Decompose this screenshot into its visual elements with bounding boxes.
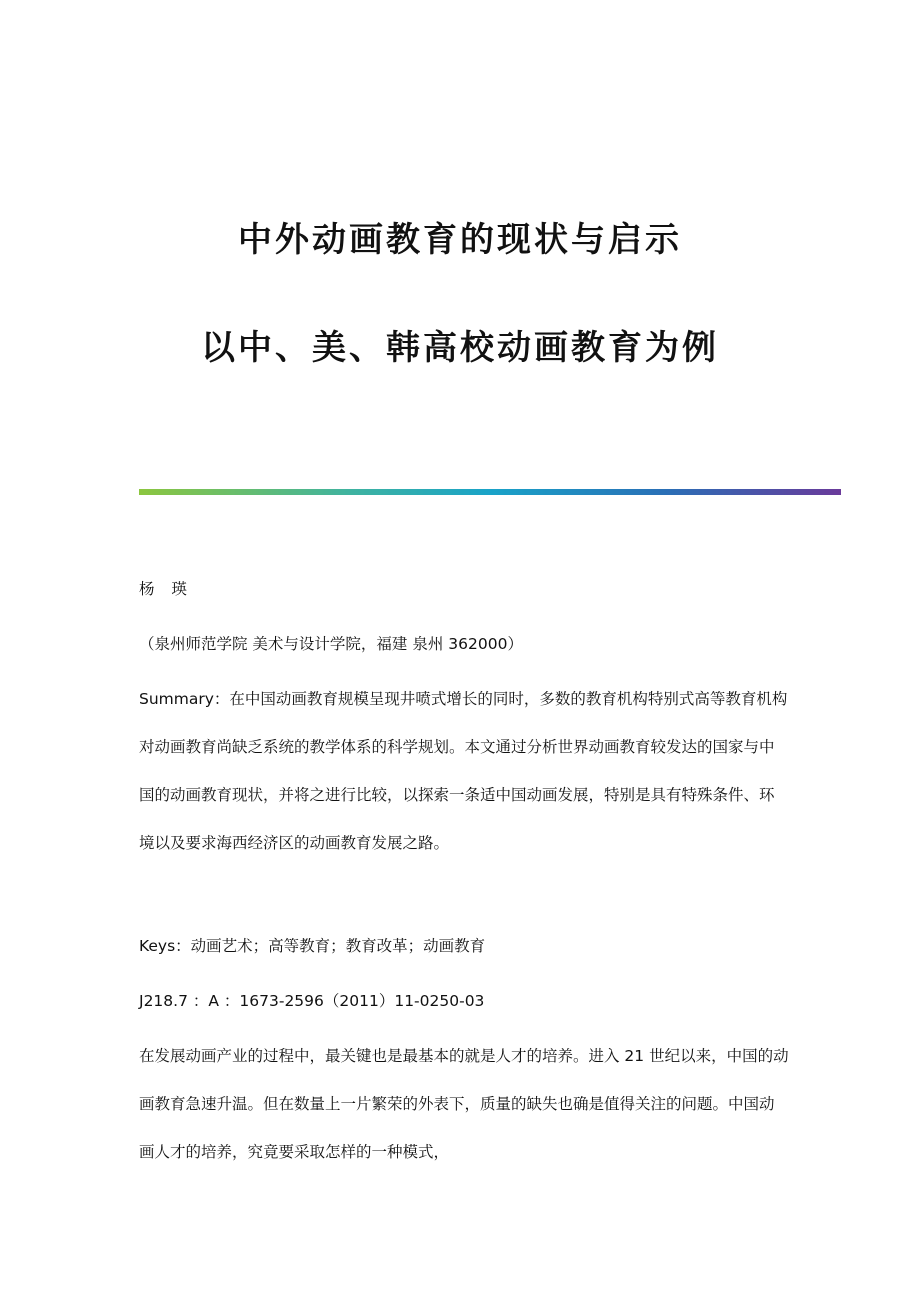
title-block [0,212,920,376]
main-title: 中外动画教育的现状与启示 [238,220,682,260]
keywords: Keys：动画艺术；高等教育；教育改革；动画教育 [139,937,486,955]
intro-paragraph: 在发展动画产业的过程中，最关键也是最基本的就是人才的培养。进入 21 世纪以来，中国的动画教育急速升温。但在数量上一片繁荣的外表下，质量的缺失也确是值得关注的问题。中国动画人才的培养，究竟要采取怎样的一种模式， [139,1047,789,1161]
subtitle: 以中、美、韩高校动画教育为例 [201,328,719,368]
author: 杨 瑛 [139,580,193,598]
affiliation: （泉州师范学院 美术与设计学院，福建 泉州 362000） [139,635,523,653]
gradient-divider [139,489,841,495]
classification-number: J218.7 ：A ：1673-2596（2011）11-0250-03 [139,992,485,1010]
summary-paragraph: Summary：在中国动画教育规模呈现井喷式增长的同时，多数的教育机构特别式高等教育机构对动画教育尚缺乏系统的教学体系的科学规划。本文通过分析世界动画教育较发达的国家与中国的动画教育现状，并将之进行比较，以探索一条适中国动画发展，特别是具有特殊条件、环境以及要求海西经济区的动画教育发展之路。 [139,690,788,852]
